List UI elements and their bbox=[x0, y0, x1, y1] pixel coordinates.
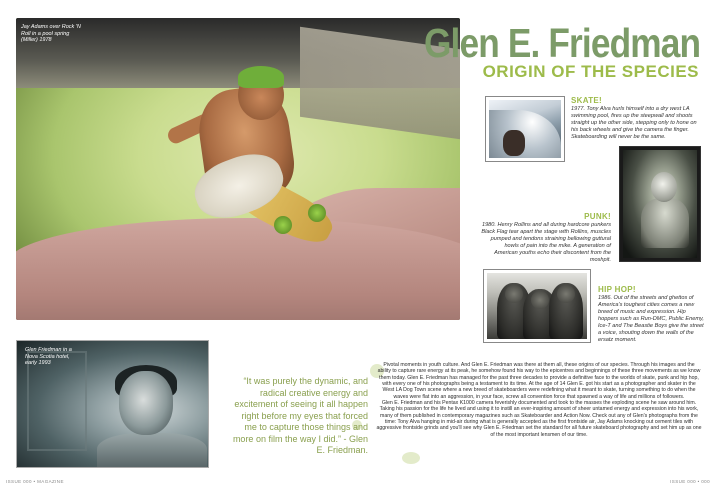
article-subtitle: ORIGIN OF THE SPECIES bbox=[482, 62, 699, 81]
hiphop-photo bbox=[483, 269, 591, 343]
skater-beanie bbox=[238, 66, 284, 88]
skater-silhouette bbox=[503, 130, 525, 156]
skate-photo bbox=[485, 96, 565, 162]
hiphop-caption bbox=[598, 285, 704, 344]
skateboard-wheel bbox=[274, 216, 292, 234]
portrait-shirt bbox=[97, 433, 207, 467]
body-paragraph: Pivotal moments in youth culture. And Glen E. Friedman was there at them all, these origins of our species. Through his images and the ability to capture rare energy at its peak, he somehow found his way to the epicentres and beginnings of these three movements as we know them today. Glen E. Friedman has managed for the past three decades to provide a definitive face to the worlds of skate, punk and hip hop, with every one of his photographs being a testament to its time. At the age of 14 Glen E. got his start as a photographer and skater in the West LA Dog Town scene where a new breed of skateboarders were redefining what it meant to skate, turning something to do when the waves were flat into an aggression, in your face, screw all convention force that spawned a way of life and millions of followers. bbox=[377, 362, 701, 400]
punk-text: 1980. Henry Rollins and all during hardcore punkers Black Flag tear apart the stage with Rollins, muscles pumped and tendons straining bellowing guttural howls of pain into the mike. A generation of American youths echo their discontent from the moshpit. bbox=[481, 222, 611, 263]
article-body bbox=[376, 362, 702, 438]
hiphop-text: 1986. Out of the streets and ghettos of America's toughest cities comes a new breed of music and expression. Hip hoppers such as Run-DMC, Public Enemy, Ice-T and The Beastie Boys give the street a voice, shouting down the walls of the ersatz moment. bbox=[598, 295, 704, 343]
singer-head bbox=[651, 172, 677, 202]
portrait-photo bbox=[16, 340, 209, 468]
skate-text: 1977. Tony Alva hurls himself into a dry west LA swimming pool, fires up the steepwall and shoots straight up the other side, stepping only to hone on his back wheels and give the camera the finger. Skateboarding will never be the same. bbox=[571, 106, 697, 140]
main-photo-caption: Jay Adams over Rock 'N Roll in a pool spring (Miller) 1978 bbox=[21, 24, 81, 43]
folio-right: ISSUE 000 • 000 bbox=[670, 479, 710, 484]
paint-splatter bbox=[402, 452, 420, 464]
folio-left: ISSUE 000 • MAGAZINE bbox=[6, 479, 64, 484]
portrait-face bbox=[119, 371, 173, 435]
skate-caption bbox=[571, 96, 703, 141]
article-title: Glen E. Friedman bbox=[423, 20, 700, 66]
punk-label: PUNK! bbox=[584, 212, 611, 221]
body-paragraph: Glen E. Friedman and his Pentax K1000 camera feverishly documented and took to the masses the exploding scene he saw around him. Taking his passion for the life he lived and using it to instill an ever-inspiring amount of sheer untamed energy and expression into his work, many of them published in contemporary magazines such as Skateboarder and Action Now. Check out any of Glen's photographs from the time: Tony Alva hanging in mid-air during what is generally accepted as the first frontside air, Jay Adams knocking out cement tiles with aggressive frontside grinds and you'll see why Glen E. Friedman set the standard for all future skateboard photography and set him up as one of the most important lensmen of our time. bbox=[376, 400, 702, 438]
portrait-caption: Glen Friedman in a Nova Scotia hotel, early 1993 bbox=[25, 347, 72, 366]
punk-photo bbox=[619, 146, 701, 262]
skater-pool-photo bbox=[16, 18, 460, 320]
pull-quote: “It was purely the dynamic, and radical creative energy and excitement of seeing it all happen right before my eyes that forced me to capture those things and more on film the way I did.” - Glen E. Friedman. bbox=[232, 376, 368, 455]
singer-torso bbox=[641, 198, 689, 248]
pool-coping bbox=[16, 218, 460, 320]
skateboard-wheel bbox=[308, 204, 326, 222]
punk-caption bbox=[481, 212, 611, 264]
hiphop-label: HIP HOP! bbox=[598, 285, 636, 294]
skate-label: SKATE! bbox=[571, 96, 602, 105]
